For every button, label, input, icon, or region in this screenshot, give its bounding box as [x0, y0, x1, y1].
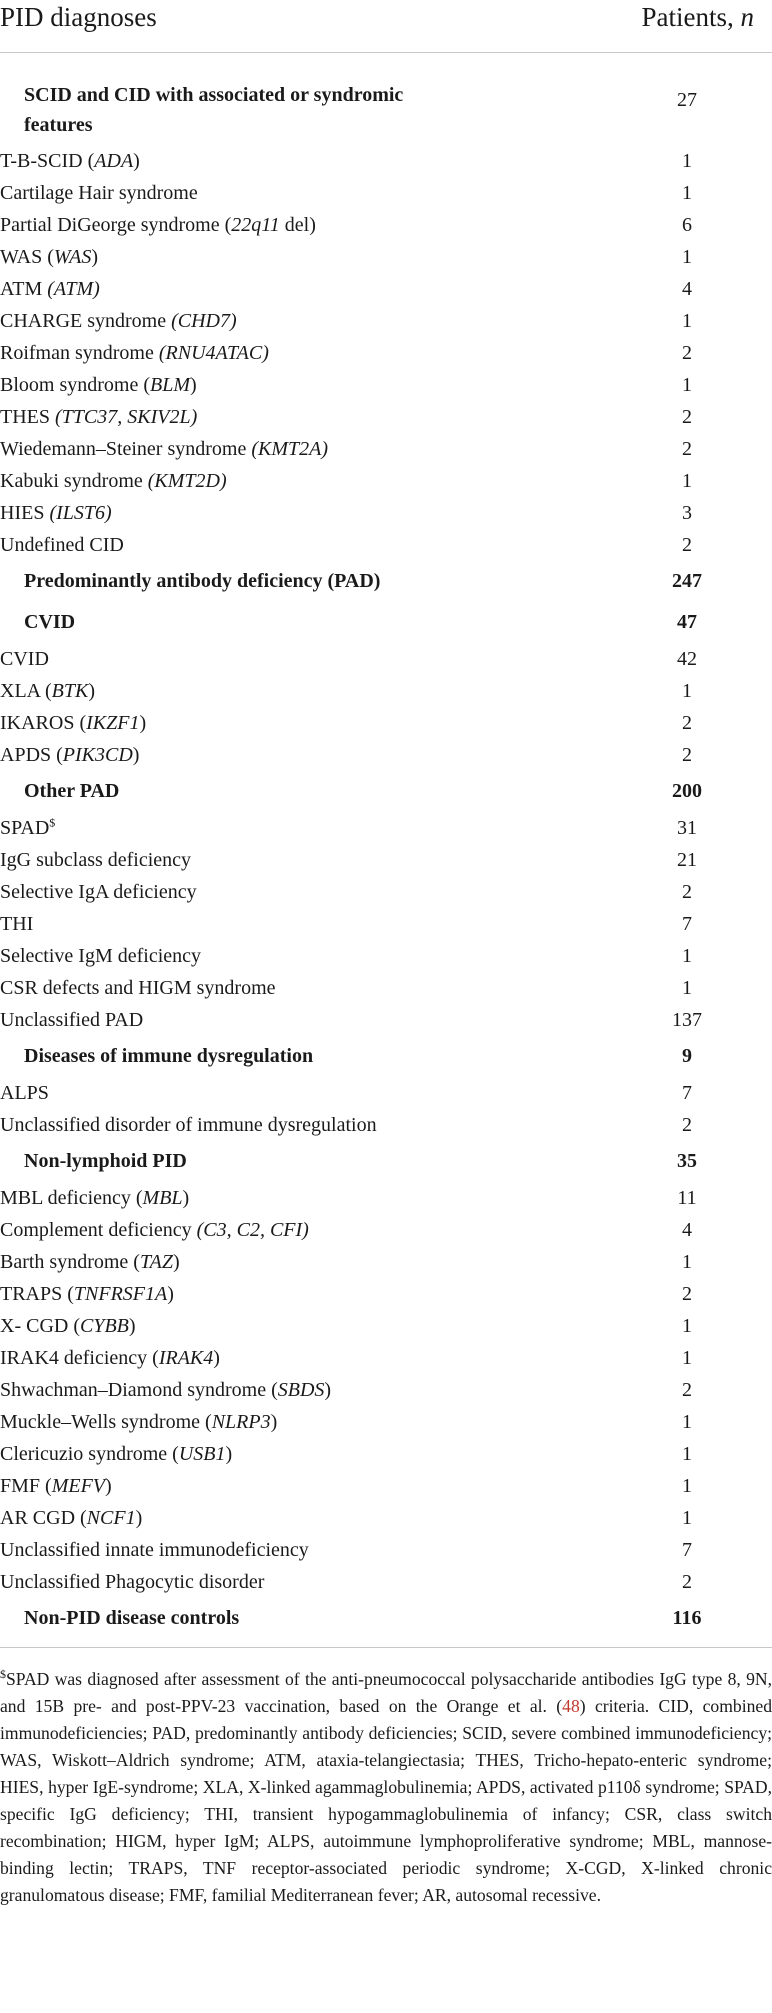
table-row — [0, 972, 772, 1004]
label-text: T-B-SCID ( — [0, 150, 95, 172]
diagnosis-label — [0, 1470, 112, 1502]
label-text: Diseases of immune dysregulation — [24, 1045, 314, 1067]
table-row — [0, 643, 772, 675]
patient-count: 137 — [672, 1009, 702, 1031]
gene-name: NCF1 — [86, 1507, 136, 1529]
diagnosis-label — [0, 1214, 309, 1246]
patient-count: 42 — [677, 648, 697, 670]
patient-count: 1 — [682, 1411, 692, 1433]
label-text: ) — [135, 1507, 143, 1529]
footnote-text-end: ) criteria. CID, combined immunodeficiencies; PAD, predominantly antibody deficiencies; SCID, severe combined immunodeficiency; WAS, Wiskott–Aldrich syndrome; ATM, ataxia-telangiectasia; THES, Tricho-hepato-enteric syndrome; HIES, hyper IgE-syndrome; XLA, X-linked agammaglobulinemia; APDS, activated p110δ syndrome; SPAD, specific IgG deficiency; THI, transient hypogammaglobulinemia of infancy; CSR, class switch recombination; HIGM, hyper IgM; ALPS, autoimmune lymphoproliferative syndrome; MBL, mannose-binding lectin; TRAPS, TNF receptor-associated periodic syndrome; X-CGD, X-linked chronic granulomatous disease; FMF, familial Mediterranean fever; AR, autosomal recessive. — [0, 1696, 772, 1905]
diagnosis-label — [0, 1438, 232, 1470]
diagnosis-label — [0, 1246, 180, 1278]
diagnosis-label — [0, 940, 201, 972]
header-patients-label: Patients, — [641, 2, 741, 32]
patient-count: 1 — [682, 374, 692, 396]
label-text: Other PAD — [24, 780, 120, 802]
label-text: SCID and CID with associated or syndromic features — [24, 84, 404, 136]
table-row — [0, 1246, 772, 1278]
label-text: ) — [172, 1251, 180, 1273]
label-text: IKAROS ( — [0, 712, 87, 734]
table-row — [0, 1534, 772, 1566]
section-row — [0, 1141, 772, 1182]
label-text: IgG subclass deficiency — [0, 849, 192, 871]
table-header — [0, 0, 772, 53]
gene-name: IKZF1 — [86, 712, 140, 734]
diagnosis-label — [0, 1502, 142, 1534]
patient-count: 4 — [682, 1219, 692, 1241]
table-row — [0, 209, 772, 241]
diagnosis-label — [0, 465, 227, 497]
patient-count: 2 — [682, 881, 692, 903]
label-text: Bloom syndrome ( — [0, 374, 150, 396]
label-text: Unclassified Phagocytic disorder — [0, 1571, 265, 1593]
table-row — [0, 1566, 772, 1598]
label-text: Kabuki syndrome — [0, 470, 148, 492]
patient-count: 1 — [682, 1315, 692, 1337]
label-text: ) — [167, 1283, 174, 1305]
patient-count: 2 — [682, 438, 692, 460]
patient-count: 1 — [682, 310, 692, 332]
header-diagnoses: PID diagnoses — [0, 2, 157, 32]
diagnosis-label — [0, 643, 49, 675]
table-row — [0, 739, 772, 771]
table-row — [0, 1406, 772, 1438]
patient-count: 2 — [682, 1379, 692, 1401]
gene-name: BLM — [150, 374, 190, 396]
diagnosis-label — [0, 1534, 309, 1566]
patient-count: 2 — [682, 712, 692, 734]
diagnosis-label — [0, 876, 197, 908]
table-row — [0, 1438, 772, 1470]
diagnosis-label — [24, 1141, 187, 1182]
diagnosis-label — [0, 1109, 377, 1141]
diagnosis-label — [0, 1374, 331, 1406]
table-row — [0, 1278, 772, 1310]
label-text: ALPS — [0, 1082, 49, 1104]
label-text: ) — [190, 374, 197, 396]
label-text: Complement deficiency — [0, 1219, 197, 1241]
table-row — [0, 1470, 772, 1502]
table-row — [0, 675, 772, 707]
table-row — [0, 433, 772, 465]
label-text: ) — [225, 1443, 233, 1465]
label-text: Shwachman–Diamond syndrome ( — [0, 1379, 278, 1401]
patient-count: 1 — [682, 945, 692, 967]
patient-count: 1 — [682, 977, 692, 999]
patient-count: 247 — [672, 570, 702, 592]
footnote-marker: $ — [0, 1667, 6, 1682]
gene-name: (C3, C2, CFI) — [196, 1219, 309, 1241]
table-row — [0, 273, 772, 305]
label-text: IRAK4 deficiency ( — [0, 1347, 159, 1369]
diagnosis-label — [0, 908, 33, 940]
diagnosis-label — [0, 209, 316, 241]
diagnosis-label — [0, 273, 100, 305]
label-text: ) — [91, 246, 99, 268]
label-text: ) — [133, 150, 140, 172]
label-text: APDS ( — [0, 744, 63, 766]
table-row — [0, 1214, 772, 1246]
table-row — [0, 1109, 772, 1141]
section-row — [0, 75, 772, 145]
label-text: ) — [270, 1411, 278, 1433]
table-row — [0, 908, 772, 940]
label-text: Wiedemann–Steiner syndrome — [0, 438, 252, 460]
diagnosis-label — [0, 1406, 277, 1438]
diagnosis-label — [0, 177, 198, 209]
gene-name: (CHD7) — [171, 310, 237, 332]
label-text: Unclassified PAD — [0, 1009, 144, 1031]
label-text: Predominantly antibody deficiency (PAD) — [24, 570, 381, 592]
patient-count: 2 — [682, 534, 692, 556]
patient-count: 47 — [677, 611, 697, 633]
diagnosis-label — [0, 1310, 136, 1342]
label-text: Undefined CID — [0, 534, 124, 556]
label-text: Selective IgM deficiency — [0, 945, 202, 967]
table-row — [0, 337, 772, 369]
patient-count: 31 — [677, 817, 697, 839]
patient-count: 9 — [682, 1045, 692, 1067]
table-row — [0, 940, 772, 972]
diagnosis-label — [0, 241, 98, 273]
patient-count: 1 — [682, 470, 692, 492]
label-text: ) — [324, 1379, 332, 1401]
table-row — [0, 1182, 772, 1214]
diagnosis-label — [24, 561, 380, 602]
diagnosis-label — [24, 80, 444, 140]
table-row — [0, 1004, 772, 1036]
patient-count: 2 — [682, 744, 692, 766]
label-text: CVID — [24, 611, 76, 633]
footnote-text-start: SPAD was diagnosed after assessment of the anti-pneumococcal polysaccharide antibodies IgG type 8, 9N, and 15B pre- and post-PPV-23 vaccination, based on the Orange et al. ( — [0, 1669, 772, 1716]
label-text: CSR defects and HIGM syndrome — [0, 977, 276, 999]
label-text: CVID — [0, 648, 49, 670]
label-text: ) — [128, 1315, 136, 1337]
gene-name: BTK — [51, 680, 89, 702]
gene-name: CYBB — [80, 1315, 129, 1337]
label-text: ) — [139, 712, 147, 734]
label-text: Non-PID disease controls — [24, 1607, 240, 1629]
gene-name: NLRP3 — [211, 1411, 271, 1433]
gene-name: SBDS — [277, 1379, 325, 1401]
gene-name: PIK3CD — [62, 744, 133, 766]
table-footnote — [0, 1666, 772, 1909]
label-text: ) — [88, 680, 96, 702]
table-row — [0, 529, 772, 561]
patient-count: 21 — [677, 849, 697, 871]
label-text: Partial DiGeorge syndrome ( — [0, 214, 232, 236]
table-row — [0, 812, 772, 844]
label-text: CHARGE syndrome — [0, 310, 172, 332]
patient-count: 2 — [682, 1571, 692, 1593]
label-text: TRAPS ( — [0, 1283, 74, 1305]
patient-count: 200 — [672, 780, 702, 802]
section-row — [0, 1036, 772, 1077]
footnote-reference-link[interactable]: 48 — [562, 1696, 580, 1716]
diagnosis-label — [0, 305, 237, 337]
label-text: ) — [105, 1475, 112, 1497]
patient-count: 27 — [677, 89, 697, 111]
diagnosis-label — [24, 602, 75, 643]
label-text: SPAD — [0, 817, 50, 839]
label-text: Cartilage Hair syndrome — [0, 182, 198, 204]
patient-count: 1 — [682, 1475, 692, 1497]
label-text: THES — [0, 406, 55, 428]
diagnosis-label — [0, 844, 191, 876]
table-row — [0, 241, 772, 273]
patient-count: 6 — [682, 214, 692, 236]
patient-count: 1 — [682, 1507, 692, 1529]
diagnosis-label — [0, 707, 146, 739]
label-text: Clericuzio syndrome ( — [0, 1443, 179, 1465]
label-text: Roifman syndrome — [0, 342, 159, 364]
patient-count: 1 — [682, 150, 692, 172]
gene-name: TNFRSF1A — [73, 1283, 168, 1305]
label-text: X- CGD ( — [0, 1315, 80, 1337]
label-text: Muckle–Wells syndrome ( — [0, 1411, 212, 1433]
diagnosis-label — [0, 497, 112, 529]
section-row — [0, 771, 772, 812]
label-text: Unclassified innate immunodeficiency — [0, 1539, 309, 1561]
patient-count: 116 — [672, 1607, 702, 1629]
diagnosis-label — [0, 1077, 49, 1109]
table-row — [0, 844, 772, 876]
gene-name: (KMT2A) — [251, 438, 329, 460]
diagnosis-label — [0, 369, 197, 401]
patient-count: 7 — [682, 1539, 692, 1561]
table-bottom-rule — [0, 1647, 772, 1648]
table-row — [0, 707, 772, 739]
label-text: XLA ( — [0, 680, 52, 702]
label-text: MBL deficiency ( — [0, 1187, 143, 1209]
gene-name: IRAK4 — [158, 1347, 214, 1369]
diagnosis-label — [0, 1278, 174, 1310]
table-row — [0, 1077, 772, 1109]
header-patients-n: n — [740, 2, 754, 32]
gene-name: (ILST6) — [49, 502, 112, 524]
table-row — [0, 1374, 772, 1406]
gene-name: ADA — [94, 150, 134, 172]
label-text: FMF ( — [0, 1475, 52, 1497]
table-row — [0, 401, 772, 433]
gene-name: USB1 — [178, 1443, 226, 1465]
patient-count: 2 — [682, 1283, 692, 1305]
diagnosis-label — [0, 433, 328, 465]
section-row — [0, 561, 772, 602]
table-row — [0, 369, 772, 401]
section-row — [0, 602, 772, 643]
diagnosis-label — [0, 1182, 189, 1214]
diagnosis-label — [0, 1342, 220, 1374]
patient-count: 2 — [682, 342, 692, 364]
label-text: WAS ( — [0, 246, 54, 268]
diagnosis-label — [0, 1004, 143, 1036]
label-text: ) — [132, 744, 140, 766]
table-row — [0, 177, 772, 209]
header-patients — [642, 0, 755, 34]
label-text: THI — [0, 913, 34, 935]
diagnosis-label — [0, 401, 197, 433]
gene-name: (ATM) — [47, 278, 100, 300]
patient-count: 4 — [682, 278, 692, 300]
gene-name: (KMT2D) — [147, 470, 227, 492]
gene-name: MEFV — [51, 1475, 106, 1497]
table-row — [0, 465, 772, 497]
label-text: ) — [182, 1187, 190, 1209]
diagnosis-label — [24, 1598, 239, 1639]
gene-name: (TTC37, SKIV2L) — [55, 406, 198, 428]
diagnosis-label — [0, 337, 269, 369]
patient-count: 2 — [682, 1114, 692, 1136]
diagnosis-label — [0, 812, 55, 844]
patient-count: 1 — [682, 1251, 692, 1273]
diagnosis-label — [0, 675, 95, 707]
table-row — [0, 876, 772, 908]
patient-count: 2 — [682, 406, 692, 428]
patient-count: 7 — [682, 913, 692, 935]
patient-count: 3 — [682, 502, 692, 524]
label-text: Non-lymphoid PID — [24, 1150, 187, 1172]
patient-count: 1 — [682, 680, 692, 702]
gene-name: TAZ — [139, 1251, 173, 1273]
section-row — [0, 1598, 772, 1639]
patient-count: 7 — [682, 1082, 692, 1104]
diagnosis-label — [0, 972, 276, 1004]
label-text: Selective IgA deficiency — [0, 881, 197, 903]
table-body — [0, 75, 772, 1639]
table-row — [0, 145, 772, 177]
patient-count: 1 — [682, 1443, 692, 1465]
patient-count: 1 — [682, 182, 692, 204]
label-text: AR CGD ( — [0, 1507, 87, 1529]
table-row — [0, 1502, 772, 1534]
table-row — [0, 497, 772, 529]
patient-count: 35 — [677, 1150, 697, 1172]
diagnosis-label — [0, 529, 124, 561]
label-text: HIES — [0, 502, 50, 524]
patient-count: 1 — [682, 246, 692, 268]
table-row — [0, 1310, 772, 1342]
footnote-marker: $ — [49, 815, 56, 830]
diagnosis-label — [24, 1036, 313, 1077]
diagnosis-label — [0, 1566, 264, 1598]
diagnosis-label — [0, 145, 140, 177]
gene-name: MBL — [142, 1187, 183, 1209]
table-row — [0, 1342, 772, 1374]
patient-count: 11 — [677, 1187, 697, 1209]
patient-count: 1 — [682, 1347, 692, 1369]
gene-name: WAS — [53, 246, 92, 268]
label-text: ) — [213, 1347, 220, 1369]
label-text: Barth syndrome ( — [0, 1251, 140, 1273]
diagnosis-label — [0, 739, 139, 771]
label-text: del) — [279, 214, 316, 236]
gene-name: (RNU4ATAC) — [158, 342, 269, 364]
label-text: Unclassified disorder of immune dysregulation — [0, 1114, 377, 1136]
label-text: ATM — [0, 278, 48, 300]
gene-name: 22q11 — [231, 214, 280, 236]
table-row — [0, 305, 772, 337]
diagnosis-label — [24, 771, 119, 812]
